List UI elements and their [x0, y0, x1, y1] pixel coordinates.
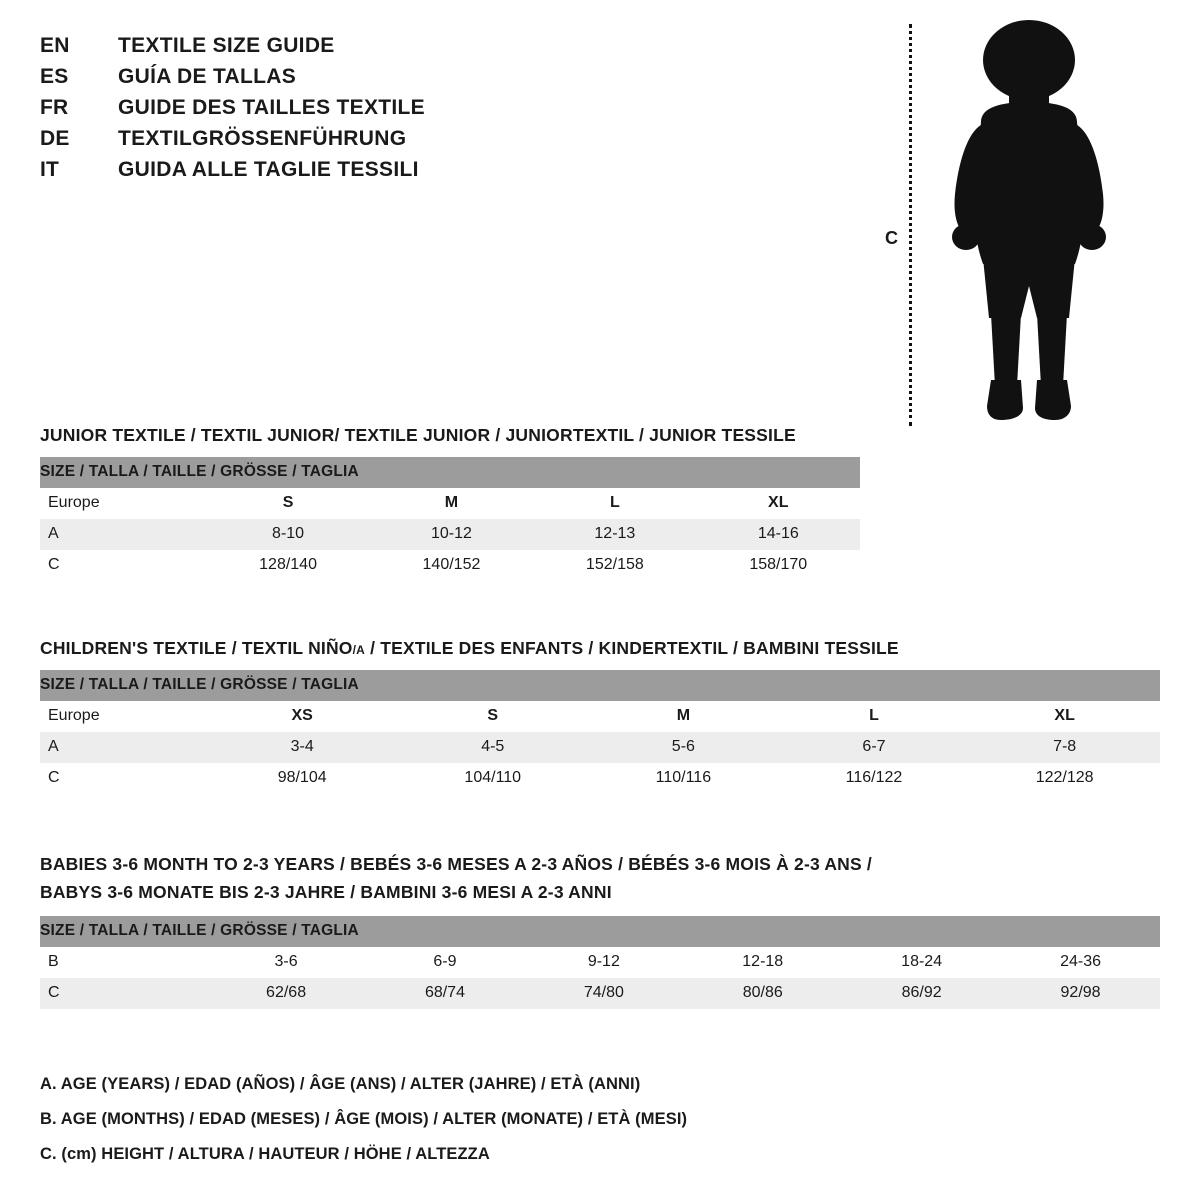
junior-row-a-v0: 8-10 — [206, 519, 369, 550]
junior-row-europe-v2: L — [533, 488, 696, 519]
section-babies-title-line1: BABIES 3-6 MONTH TO 2-3 YEARS / BEBÉS 3-6 MESES A 2-3 AÑOS / BÉBÉS 3-6 MOIS À 2-3 ANS / — [40, 854, 872, 874]
table-row — [40, 732, 1160, 763]
babies-row-c-v0: 62/68 — [207, 978, 366, 1009]
babies-row-b-v3: 12-18 — [683, 947, 842, 978]
table-row — [40, 488, 860, 519]
children-row-c-label: C — [40, 763, 207, 794]
children-row-europe-v2: M — [588, 701, 779, 732]
table-row — [40, 978, 1160, 1009]
children-row-c-v2: 110/116 — [588, 763, 779, 794]
table-row — [40, 763, 1160, 794]
footnotes — [40, 1067, 687, 1172]
junior-table-header-row — [40, 457, 860, 488]
junior-row-c-v2: 152/158 — [533, 550, 696, 581]
babies-row-c-label: C — [40, 978, 207, 1009]
junior-row-a-v1: 10-12 — [370, 519, 533, 550]
children-row-a-label: A — [40, 732, 207, 763]
title-text-fr: GUIDE DES TAILLES TEXTILE — [118, 96, 425, 119]
children-row-europe-v3: L — [779, 701, 970, 732]
table-row — [40, 519, 860, 550]
babies-row-b-v5: 24-36 — [1001, 947, 1160, 978]
title-row-en — [40, 30, 740, 61]
junior-row-europe-v1: M — [370, 488, 533, 519]
children-row-a-v1: 4-5 — [397, 732, 588, 763]
title-row-it — [40, 154, 740, 185]
child-silhouette-icon — [933, 18, 1123, 430]
footnote-a: A. AGE (YEARS) / EDAD (AÑOS) / ÂGE (ANS) / ALTER (JAHRE) / ETÀ (ANNI) — [40, 1075, 641, 1093]
junior-row-europe-label: Europe — [40, 488, 206, 519]
junior-row-a-v3: 14-16 — [697, 519, 860, 550]
babies-row-c-v4: 86/92 — [842, 978, 1001, 1009]
children-row-a-v2: 5-6 — [588, 732, 779, 763]
title-text-en: TEXTILE SIZE GUIDE — [118, 34, 335, 57]
table-row — [40, 701, 1160, 732]
title-text-it: GUIDA ALLE TAGLIE TESSILI — [118, 158, 419, 181]
title-text-de: TEXTILGRÖSSENFÜHRUNG — [118, 127, 407, 150]
section-junior-title: JUNIOR TEXTILE / TEXTIL JUNIOR/ TEXTILE JUNIOR / JUNIORTEXTIL / JUNIOR TESSILE — [40, 425, 796, 445]
junior-row-a-label: A — [40, 519, 206, 550]
babies-row-b-v2: 9-12 — [524, 947, 683, 978]
junior-row-c-v3: 158/170 — [697, 550, 860, 581]
title-block — [40, 30, 740, 185]
title-lang-es: ES — [40, 65, 69, 88]
children-row-a-v4: 7-8 — [969, 732, 1160, 763]
height-measure-label: C — [885, 228, 898, 248]
section-children-title-sub: /A — [352, 643, 366, 657]
section-children-title-pre: CHILDREN'S TEXTILE / TEXTIL NIÑO — [40, 638, 353, 658]
title-row-de — [40, 123, 740, 154]
children-row-europe-label: Europe — [40, 701, 207, 732]
height-figure — [885, 10, 1145, 430]
title-lang-it: IT — [40, 158, 60, 181]
table-row — [40, 947, 1160, 978]
children-table-header-row — [40, 670, 1160, 701]
height-dotted-line — [909, 24, 912, 426]
footnote-c: C. (cm) HEIGHT / ALTURA / HAUTEUR / HÖHE / ALTEZZA — [40, 1145, 490, 1163]
section-children-title-post: / TEXTILE DES ENFANTS / KINDERTEXTIL / BAMBINI TESSILE — [365, 638, 899, 658]
babies-table-header-row — [40, 916, 1160, 947]
children-row-a-v3: 6-7 — [779, 732, 970, 763]
junior-row-a-v2: 12-13 — [533, 519, 696, 550]
section-children — [40, 638, 1160, 794]
junior-row-europe-v3: XL — [697, 488, 860, 519]
junior-row-c-v1: 140/152 — [370, 550, 533, 581]
section-babies-title — [40, 850, 1160, 906]
title-text-es: GUÍA DE TALLAS — [118, 65, 297, 88]
babies-row-c-v5: 92/98 — [1001, 978, 1160, 1009]
children-row-europe-v0: XS — [207, 701, 398, 732]
babies-row-b-v1: 6-9 — [366, 947, 525, 978]
children-row-c-v0: 98/104 — [207, 763, 398, 794]
children-row-c-v4: 122/128 — [969, 763, 1160, 794]
babies-row-c-v1: 68/74 — [366, 978, 525, 1009]
babies-row-b-label: B — [40, 947, 207, 978]
babies-row-b-v0: 3-6 — [207, 947, 366, 978]
section-children-title — [40, 638, 1160, 659]
babies-row-c-v2: 74/80 — [524, 978, 683, 1009]
children-row-europe-v1: S — [397, 701, 588, 732]
junior-row-c-label: C — [40, 550, 206, 581]
babies-table-header-label: SIZE / TALLA / TAILLE / GRÖSSE / TAGLIA — [40, 916, 1160, 947]
title-lang-de: DE — [40, 127, 70, 150]
babies-row-c-v3: 80/86 — [683, 978, 842, 1009]
junior-table-header-label: SIZE / TALLA / TAILLE / GRÖSSE / TAGLIA — [40, 457, 860, 488]
title-row-es — [40, 61, 740, 92]
junior-row-c-v0: 128/140 — [206, 550, 369, 581]
children-size-table — [40, 670, 1160, 794]
junior-size-table — [40, 457, 860, 581]
children-table-header-label: SIZE / TALLA / TAILLE / GRÖSSE / TAGLIA — [40, 670, 1160, 701]
section-junior — [40, 425, 860, 581]
title-lang-en: EN — [40, 34, 70, 57]
junior-row-europe-v0: S — [206, 488, 369, 519]
children-row-c-v3: 116/122 — [779, 763, 970, 794]
children-row-c-v1: 104/110 — [397, 763, 588, 794]
footnote-b: B. AGE (MONTHS) / EDAD (MESES) / ÂGE (MOIS) / ALTER (MONATE) / ETÀ (MESI) — [40, 1110, 688, 1128]
children-row-a-v0: 3-4 — [207, 732, 398, 763]
children-row-europe-v4: XL — [969, 701, 1160, 732]
section-babies-title-line2: BABYS 3-6 MONATE BIS 2-3 JAHRE / BAMBINI 3-6 MESI A 2-3 ANNI — [40, 882, 612, 902]
section-babies — [40, 850, 1160, 1009]
title-lang-fr: FR — [40, 96, 69, 119]
babies-row-b-v4: 18-24 — [842, 947, 1001, 978]
babies-size-table — [40, 916, 1160, 1009]
title-row-fr — [40, 92, 740, 123]
table-row — [40, 550, 860, 581]
